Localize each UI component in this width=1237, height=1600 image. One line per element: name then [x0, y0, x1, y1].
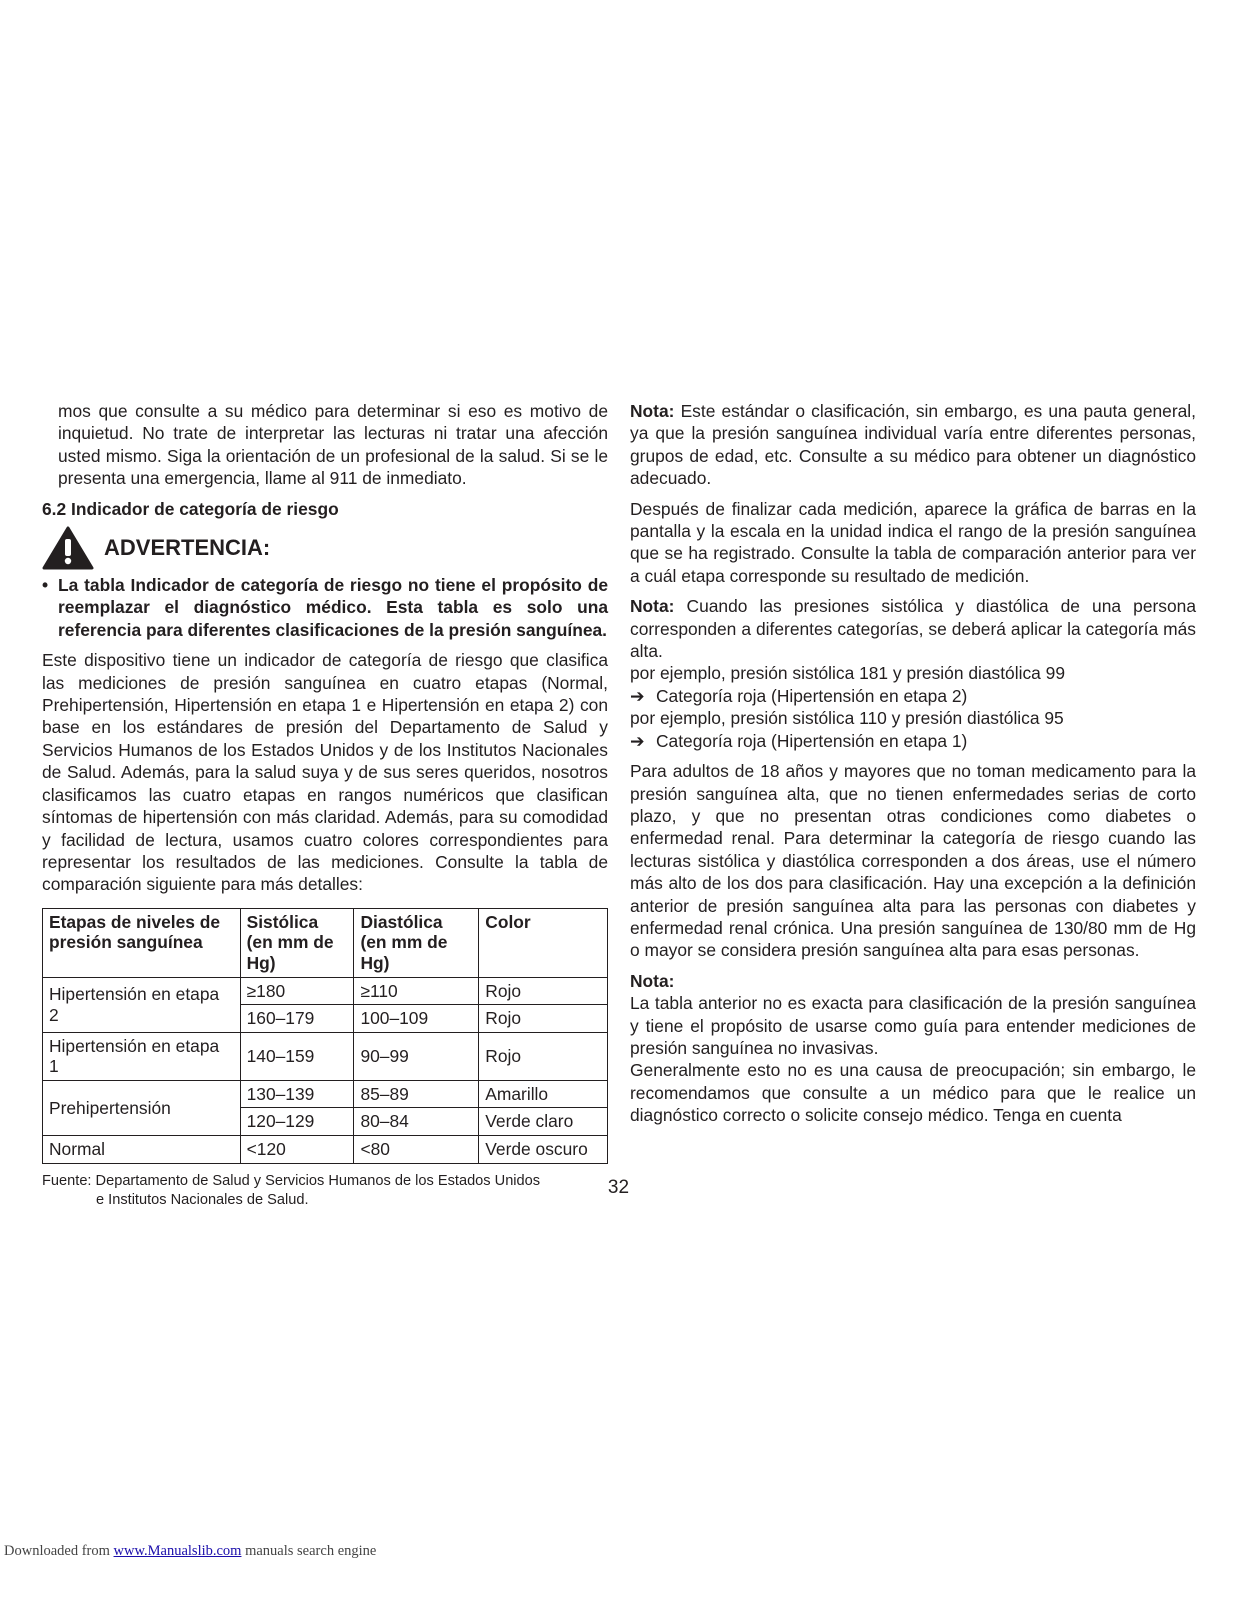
note-label: Nota: [630, 401, 675, 421]
color-cell: Rojo [479, 1032, 608, 1080]
example-2: por ejemplo, presión sistólica 110 y presión diastólica 95 [630, 708, 1064, 729]
stage-cell: Hipertensión en etapa 2 [43, 977, 241, 1032]
header-color: Color [479, 908, 608, 977]
result-text: Categoría roja (Hipertensión en etapa 2) [656, 685, 968, 706]
stage-cell: Normal [43, 1136, 241, 1164]
example-2-result [630, 730, 1196, 752]
diastolic-cell: <80 [354, 1136, 479, 1164]
color-cell: Amarillo [479, 1080, 608, 1108]
color-cell: Verde claro [479, 1108, 608, 1136]
table-header-row [43, 908, 608, 977]
left-column [42, 400, 608, 1210]
intro-paragraph: mos que consulte a su médico para determinar si eso es motivo de inquietud. No trate de interpretar las lecturas ni tratar una afección usted mismo. Siga la orientación de un profesional de la salud. Si se le presenta una emergencia, llame al 911 de inmediato. [58, 401, 608, 489]
systolic-cell: 160–179 [240, 1005, 354, 1033]
note-1 [630, 400, 1196, 490]
footer-prefix: Downloaded from [4, 1543, 114, 1559]
example-1: por ejemplo, presión sistólica 181 y presión diastólica 99 [630, 663, 1066, 684]
right-column [630, 400, 1196, 1127]
diastolic-cell: 85–89 [354, 1080, 479, 1108]
body-paragraph: Este dispositivo tiene un indicador de categoría de riesgo que clasifica las mediciones de presión sanguínea en cuatro etapas (Normal, Prehipertensión, Hipertensión en etapa 1 e Hipertensión en etapa 2) con base en los estándares de presión del Departamento de Salud y Servicios Humanos de los Estados Unidos y de los Institutos Nacionales de Salud. Además, para la salud suya y de sus seres queridos, nosotros clasificamos las cuatro etapas en rangos numéricos que clasifican síntomas de hipertensión con más claridad. Además, para su comodidad y facilidad de lectura, usamos cuatro colores correspondientes para representar los resultados de las mediciones. Consulte la tabla de comparación siguiente para más detalles: [42, 650, 608, 895]
diastolic-cell: 100–109 [354, 1005, 479, 1033]
warning-block [42, 526, 608, 570]
systolic-cell: 130–139 [240, 1080, 354, 1108]
header-stage: Etapas de niveles de presión sanguínea [43, 908, 241, 977]
table-row [43, 1080, 608, 1108]
table-row [43, 977, 608, 1005]
diastolic-cell: ≥110 [354, 977, 479, 1005]
manualslib-link[interactable]: www.Manualslib.com [113, 1543, 242, 1559]
paragraph-adults: Para adultos de 18 años y mayores que no toman medicamento para la presión sanguínea alta, que no tienen enfermedades serias de corto plazo, y que no presentan otras condiciones como diabetes o enfermedad renal. Para determinar la categoría de riesgo cuando las lecturas sistólica y diastólica corresponden a dos áreas, use el número más alto de los dos para clasificación. Hay una excepción a la definición anterior de presión sanguínea alta para las personas con diabetes y enfermedad renal crónica. Una presión sanguínea de 130/80 mm de Hg o mayor se considera presión sanguínea alta para esas personas. [630, 761, 1196, 961]
color-cell: Verde oscuro [479, 1136, 608, 1164]
note-2 [630, 595, 1196, 662]
stage-cell: Hipertensión en etapa 1 [43, 1032, 241, 1080]
header-diastolic: Diastólica (en mm de Hg) [354, 908, 479, 977]
arrow-right-icon: ➔ [630, 685, 645, 706]
note-3-label: Nota: [630, 970, 675, 991]
table-row [43, 1136, 608, 1164]
header-systolic: Sistólica (en mm de Hg) [240, 908, 354, 977]
risk-category-table [42, 908, 608, 1164]
note-label: Nota: [630, 596, 675, 617]
footer-suffix: manuals search engine [241, 1543, 377, 1559]
note-text: Cuando las presiones sistólica y diastólica de una persona corresponden a diferentes categorías, se deberá aplicar la categoría más alta. [630, 596, 1196, 662]
diastolic-cell: 80–84 [354, 1108, 479, 1136]
warning-bullet [42, 574, 608, 641]
section-heading: 6.2 Indicador de categoría de riesgo [42, 498, 339, 519]
warning-triangle-icon [42, 526, 94, 570]
page-number: 32 [607, 1177, 630, 1198]
result-text: Categoría roja (Hipertensión en etapa 1) [656, 730, 968, 751]
table-row [43, 1032, 608, 1080]
note-text: Este estándar o clasificación, sin embargo, es una pauta general, ya que la presión sanguínea individual varía entre diferentes personas, grupos de edad, etc. Consulte a su médico para obtener un diagnóstico adecuado. [630, 401, 1196, 489]
paragraph-bar-graph: Después de finalizar cada medición, aparece la gráfica de barras en la pantalla y la escala en la unidad indica el rango de la presión sanguínea que se ha registrado. Consulte la tabla de comparación anterior para ver a cuál etapa corresponde su resultado de medición. [630, 498, 1196, 586]
arrow-right-icon: ➔ [630, 730, 645, 751]
source-line-1: Fuente: Departamento de Salud y Servicios Humanos de los Estados Unidos [42, 1172, 541, 1189]
warning-title: ADVERTENCIA: [104, 534, 271, 560]
color-cell: Rojo [479, 977, 608, 1005]
systolic-cell: 140–159 [240, 1032, 354, 1080]
systolic-cell: <120 [240, 1136, 354, 1164]
source-line-2: e Institutos Nacionales de Salud. [96, 1191, 309, 1208]
warning-bullet-text: La tabla Indicador de categoría de riesgo no tiene el propósito de reemplazar el diagnóstico médico. Esta tabla es solo una referencia para diferentes clasificaciones de la presión sanguínea. [58, 575, 608, 640]
paragraph-table-accuracy: La tabla anterior no es exacta para clasificación de la presión sanguínea y tiene el propósito de usarse como guía para entender mediciones de presión sanguínea no invasivas. [630, 993, 1196, 1058]
diastolic-cell: 90–99 [354, 1032, 479, 1080]
paragraph-generally: Generalmente esto no es una causa de preocupación; sin embargo, le recomendamos que consulte a un médico para que le realice un diagnóstico correcto o solicite consejo médico. Tenga en cuenta [630, 1060, 1196, 1126]
example-1-result [630, 685, 1196, 707]
download-footer [4, 1543, 376, 1560]
systolic-cell: ≥180 [240, 977, 354, 1005]
stage-cell: Prehipertensión [43, 1080, 241, 1135]
color-cell: Rojo [479, 1005, 608, 1033]
systolic-cell: 120–129 [240, 1108, 354, 1136]
bullet-dot: • [42, 575, 49, 596]
